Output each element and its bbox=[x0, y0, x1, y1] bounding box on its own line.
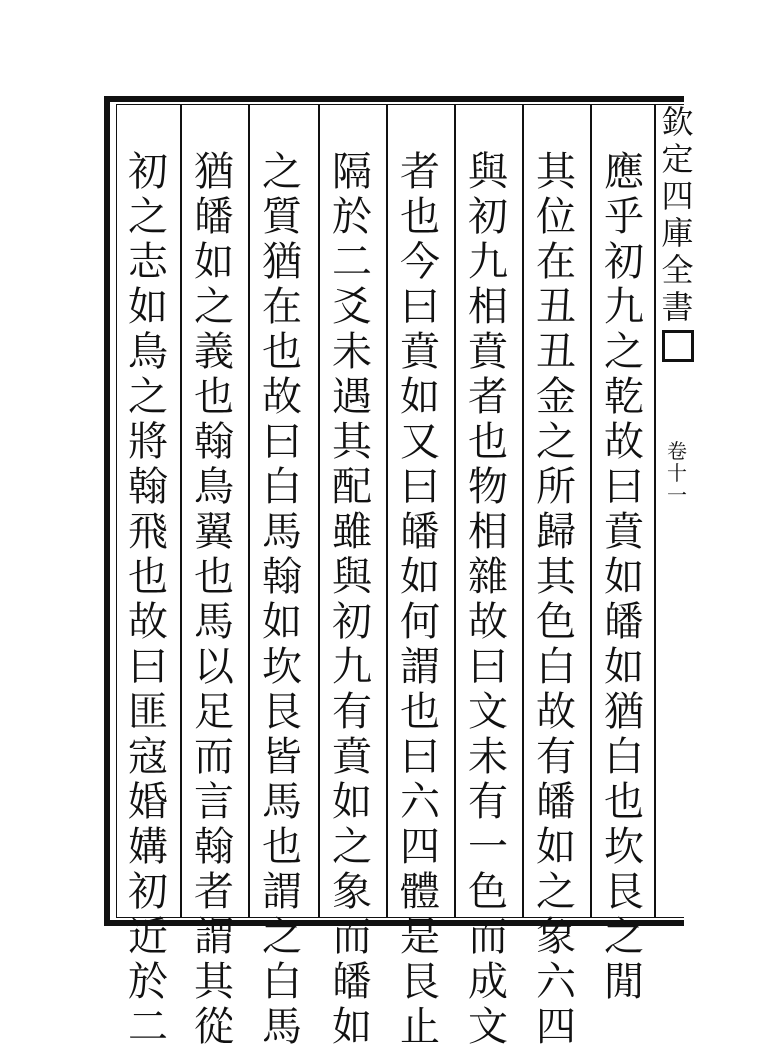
text-char: 二 bbox=[332, 239, 372, 285]
text-char: 之 bbox=[536, 869, 576, 915]
text-char: 白 bbox=[536, 644, 576, 690]
text-char: 初 bbox=[332, 599, 372, 645]
text-char: 初 bbox=[468, 194, 508, 240]
text-char: 曰 bbox=[400, 464, 440, 510]
text-char: 曰 bbox=[400, 734, 440, 780]
text-char: 猶 bbox=[604, 689, 644, 735]
text-column-8 bbox=[118, 150, 178, 1050]
text-column-7 bbox=[184, 150, 244, 1050]
text-column-6 bbox=[252, 150, 312, 1050]
text-char: 成 bbox=[468, 959, 508, 1005]
text-char: 皤 bbox=[536, 779, 576, 825]
text-char: 之 bbox=[128, 194, 168, 240]
text-char: 將 bbox=[128, 419, 168, 465]
text-column-2 bbox=[526, 150, 586, 1050]
text-char: 如 bbox=[604, 644, 644, 690]
text-char: 匪 bbox=[128, 689, 168, 735]
text-char: 九 bbox=[332, 644, 372, 690]
text-char: 而 bbox=[468, 914, 508, 960]
text-char: 丑 bbox=[536, 284, 576, 330]
text-char: 賁 bbox=[604, 509, 644, 555]
text-char: 近 bbox=[128, 914, 168, 960]
text-char: 白 bbox=[262, 464, 302, 510]
text-char: 謂 bbox=[194, 914, 234, 960]
text-char: 皤 bbox=[194, 194, 234, 240]
volume-char: 十 bbox=[667, 461, 687, 485]
text-char: 今 bbox=[400, 239, 440, 285]
text-char: 也 bbox=[400, 689, 440, 735]
title-char: 定 bbox=[661, 140, 694, 178]
text-char: 白 bbox=[604, 734, 644, 780]
text-char: 質 bbox=[262, 194, 302, 240]
text-char: 配 bbox=[332, 464, 372, 510]
text-char: 有 bbox=[468, 779, 508, 825]
text-char: 如 bbox=[332, 779, 372, 825]
text-char: 坎 bbox=[262, 644, 302, 690]
volume-char: 一 bbox=[667, 483, 687, 507]
text-char: 飛 bbox=[128, 509, 168, 555]
title-char: 庫 bbox=[661, 214, 694, 252]
text-char: 媾 bbox=[128, 824, 168, 870]
text-char: 曰 bbox=[468, 644, 508, 690]
text-char: 白 bbox=[262, 959, 302, 1005]
text-char: 也 bbox=[262, 824, 302, 870]
text-char: 艮 bbox=[262, 689, 302, 735]
column-divider bbox=[522, 104, 524, 918]
text-char: 義 bbox=[194, 329, 234, 375]
text-char: 之 bbox=[604, 329, 644, 375]
text-char: 言 bbox=[194, 779, 234, 825]
text-char: 翰 bbox=[194, 419, 234, 465]
text-char: 在 bbox=[536, 239, 576, 285]
text-char: 馬 bbox=[262, 509, 302, 555]
text-char: 於 bbox=[332, 194, 372, 240]
text-char: 體 bbox=[400, 869, 440, 915]
text-char: 遇 bbox=[332, 374, 372, 420]
text-char: 如 bbox=[262, 599, 302, 645]
text-char: 初 bbox=[604, 239, 644, 285]
text-char: 色 bbox=[468, 869, 508, 915]
text-char: 足 bbox=[194, 689, 234, 735]
text-char: 九 bbox=[604, 284, 644, 330]
text-char: 而 bbox=[332, 914, 372, 960]
text-char: 也 bbox=[400, 194, 440, 240]
text-char: 象 bbox=[536, 914, 576, 960]
text-char: 止 bbox=[400, 1004, 440, 1050]
text-char: 如 bbox=[128, 284, 168, 330]
text-char: 二 bbox=[128, 1004, 168, 1050]
text-char: 曰 bbox=[128, 644, 168, 690]
text-char: 者 bbox=[194, 869, 234, 915]
text-char: 如 bbox=[194, 239, 234, 285]
fishtail-marker-icon bbox=[662, 330, 694, 362]
text-char: 何 bbox=[400, 599, 440, 645]
text-char: 相 bbox=[468, 509, 508, 555]
text-char: 相 bbox=[468, 284, 508, 330]
text-column-5 bbox=[322, 150, 382, 1050]
text-char: 鳥 bbox=[128, 329, 168, 375]
text-char: 曰 bbox=[262, 419, 302, 465]
text-char: 艮 bbox=[400, 959, 440, 1005]
text-char: 也 bbox=[128, 554, 168, 600]
title-char: 四 bbox=[661, 177, 694, 215]
text-char: 皆 bbox=[262, 734, 302, 780]
text-char: 也 bbox=[194, 554, 234, 600]
text-char: 又 bbox=[400, 419, 440, 465]
text-char: 賁 bbox=[332, 734, 372, 780]
text-char: 故 bbox=[468, 599, 508, 645]
text-char: 以 bbox=[194, 644, 234, 690]
text-char: 其 bbox=[332, 419, 372, 465]
text-char: 象 bbox=[332, 869, 372, 915]
text-char: 而 bbox=[194, 734, 234, 780]
text-char: 坎 bbox=[604, 824, 644, 870]
text-char: 志 bbox=[128, 239, 168, 285]
text-char: 翼 bbox=[194, 509, 234, 555]
text-char: 應 bbox=[604, 149, 644, 195]
text-char: 初 bbox=[128, 869, 168, 915]
text-char: 之 bbox=[262, 914, 302, 960]
text-char: 故 bbox=[536, 689, 576, 735]
text-char: 色 bbox=[536, 599, 576, 645]
text-char: 猶 bbox=[262, 239, 302, 285]
title-char: 書 bbox=[661, 288, 694, 326]
text-char: 如 bbox=[604, 554, 644, 600]
text-char: 如 bbox=[400, 374, 440, 420]
text-char: 爻 bbox=[332, 284, 372, 330]
text-char: 之 bbox=[262, 149, 302, 195]
text-char: 閒 bbox=[604, 959, 644, 1005]
text-char: 之 bbox=[604, 914, 644, 960]
text-char: 馬 bbox=[194, 599, 234, 645]
text-char: 故 bbox=[128, 599, 168, 645]
text-char: 所 bbox=[536, 464, 576, 510]
text-char: 與 bbox=[332, 554, 372, 600]
text-char: 其 bbox=[536, 554, 576, 600]
column-divider bbox=[454, 104, 456, 918]
text-char: 之 bbox=[536, 419, 576, 465]
text-char: 賁 bbox=[400, 329, 440, 375]
text-char: 賁 bbox=[468, 329, 508, 375]
text-char: 六 bbox=[400, 779, 440, 825]
text-char: 乎 bbox=[604, 194, 644, 240]
text-char: 一 bbox=[468, 824, 508, 870]
text-char: 之 bbox=[128, 374, 168, 420]
text-char: 曰 bbox=[400, 284, 440, 330]
text-char: 其 bbox=[536, 149, 576, 195]
text-char: 四 bbox=[400, 824, 440, 870]
text-char: 從 bbox=[194, 1004, 234, 1050]
text-char: 故 bbox=[262, 374, 302, 420]
text-char: 謂 bbox=[400, 644, 440, 690]
text-char: 也 bbox=[262, 329, 302, 375]
text-char: 未 bbox=[332, 329, 372, 375]
column-divider bbox=[180, 104, 182, 918]
text-char: 未 bbox=[468, 734, 508, 780]
text-char: 其 bbox=[194, 959, 234, 1005]
text-char: 之 bbox=[332, 824, 372, 870]
text-column-4 bbox=[390, 150, 450, 1050]
text-char: 者 bbox=[400, 149, 440, 195]
text-char: 者 bbox=[468, 374, 508, 420]
text-char: 丑 bbox=[536, 329, 576, 375]
text-char: 文 bbox=[468, 1004, 508, 1050]
text-char: 四 bbox=[536, 1004, 576, 1050]
text-char: 雖 bbox=[332, 509, 372, 555]
text-char: 九 bbox=[468, 239, 508, 285]
column-divider bbox=[386, 104, 388, 918]
text-char: 翰 bbox=[194, 824, 234, 870]
text-column-3 bbox=[458, 150, 518, 1050]
text-char: 在 bbox=[262, 284, 302, 330]
text-char: 馬 bbox=[262, 779, 302, 825]
text-char: 初 bbox=[128, 149, 168, 195]
text-char: 雜 bbox=[468, 554, 508, 600]
text-char: 寇 bbox=[128, 734, 168, 780]
text-char: 婚 bbox=[128, 779, 168, 825]
text-char: 馬 bbox=[262, 1004, 302, 1050]
text-char: 皤 bbox=[400, 509, 440, 555]
text-char: 位 bbox=[536, 194, 576, 240]
text-char: 六 bbox=[536, 959, 576, 1005]
text-char: 有 bbox=[332, 689, 372, 735]
volume-char: 卷 bbox=[667, 439, 687, 463]
text-char: 乾 bbox=[604, 374, 644, 420]
text-char: 故 bbox=[604, 419, 644, 465]
text-char: 與 bbox=[468, 149, 508, 195]
column-divider bbox=[248, 104, 250, 918]
title-char: 欽 bbox=[661, 103, 694, 141]
text-char: 文 bbox=[468, 689, 508, 735]
text-char: 歸 bbox=[536, 509, 576, 555]
text-char: 隔 bbox=[332, 149, 372, 195]
text-char: 艮 bbox=[604, 869, 644, 915]
text-char: 如 bbox=[400, 554, 440, 600]
text-char: 如 bbox=[536, 824, 576, 870]
text-char: 翰 bbox=[262, 554, 302, 600]
text-char: 是 bbox=[400, 914, 440, 960]
text-char: 也 bbox=[604, 779, 644, 825]
text-char: 也 bbox=[468, 419, 508, 465]
text-char: 金 bbox=[536, 374, 576, 420]
text-char: 於 bbox=[128, 959, 168, 1005]
text-char: 有 bbox=[536, 734, 576, 780]
text-char: 謂 bbox=[262, 869, 302, 915]
title-char: 全 bbox=[661, 251, 694, 289]
text-char: 鳥 bbox=[194, 464, 234, 510]
text-char: 物 bbox=[468, 464, 508, 510]
text-char: 翰 bbox=[128, 464, 168, 510]
text-char: 曰 bbox=[604, 464, 644, 510]
text-char: 也 bbox=[194, 374, 234, 420]
book-title-header bbox=[655, 104, 700, 362]
text-char: 皤 bbox=[332, 959, 372, 1005]
text-char: 之 bbox=[194, 284, 234, 330]
volume-label bbox=[662, 440, 692, 506]
column-divider bbox=[590, 104, 592, 918]
text-char: 猶 bbox=[194, 149, 234, 195]
text-column-1 bbox=[594, 150, 654, 1005]
text-char: 皤 bbox=[604, 599, 644, 645]
text-char: 如 bbox=[332, 1004, 372, 1050]
column-divider bbox=[318, 104, 320, 918]
